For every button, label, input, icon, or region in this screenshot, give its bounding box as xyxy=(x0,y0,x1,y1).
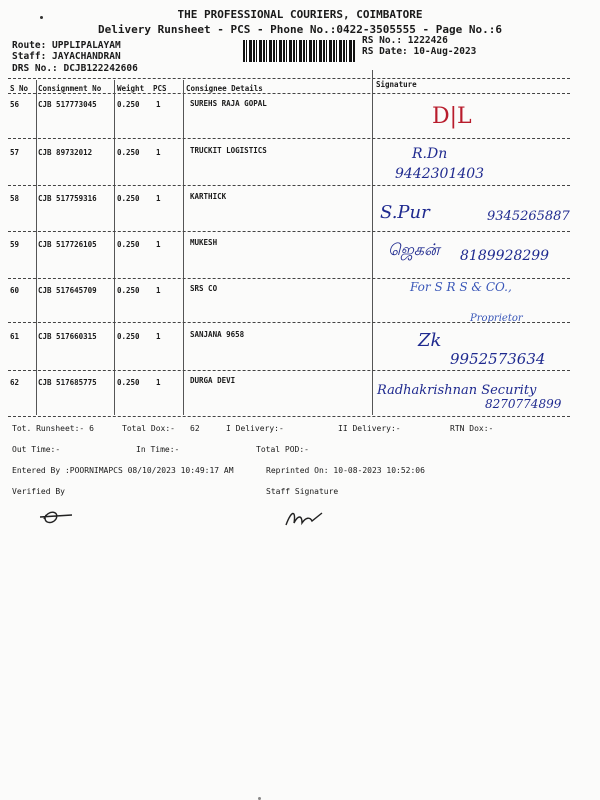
row-weight: 0.250 xyxy=(117,148,140,157)
row-sno: 61 xyxy=(10,332,20,341)
row-consignment: CJB 517759316 xyxy=(38,194,97,203)
divider xyxy=(8,322,570,323)
divider xyxy=(8,231,570,232)
ii-delivery: II Delivery:- xyxy=(338,424,401,433)
staff-signature-mark xyxy=(282,505,324,531)
row-consignment: CJB 517685775 xyxy=(38,378,97,387)
row-weight: 0.250 xyxy=(117,332,140,341)
row-weight: 0.250 xyxy=(117,240,140,249)
row-pcs: 1 xyxy=(156,194,161,203)
divider xyxy=(8,278,570,279)
row-consignee: MUKESH xyxy=(190,238,218,247)
total-runsheet: Tot. Runsheet:- 6 xyxy=(12,424,94,433)
row-consignment: CJB 89732012 xyxy=(38,148,93,157)
row-sno: 56 xyxy=(10,100,20,109)
divider xyxy=(8,185,570,186)
row-weight: 0.250 xyxy=(117,100,140,109)
rs-date: RS Date: 10-Aug-2023 xyxy=(362,46,477,57)
signature: ஜெகன் xyxy=(388,240,440,259)
row-pcs: 1 xyxy=(156,148,161,157)
row-sno: 57 xyxy=(10,148,20,157)
signature-phone: 8270774899 xyxy=(485,397,562,411)
staff-label: Staff: JAYACHANDRAN xyxy=(12,51,121,62)
scan-speck xyxy=(40,16,43,19)
row-consignee: KARTHICK xyxy=(190,192,227,201)
row-consignment: CJB 517773045 xyxy=(38,100,97,109)
signature: S.Pur xyxy=(380,202,430,223)
company-stamp: For S R S & CO., xyxy=(410,280,512,294)
proprietor-stamp: Proprietor xyxy=(470,313,523,324)
signature-phone: 8189928299 xyxy=(460,248,550,264)
col-consignment: Consignment No xyxy=(38,84,102,93)
row-weight: 0.250 xyxy=(117,194,140,203)
row-weight: 0.250 xyxy=(117,286,140,295)
route-label: Route: UPPLIPALAYAM xyxy=(12,40,121,51)
row-pcs: 1 xyxy=(156,100,161,109)
column-line xyxy=(372,70,373,415)
signature-phone: 9442301403 xyxy=(395,166,485,182)
row-sno: 59 xyxy=(10,240,20,249)
barcode xyxy=(243,40,355,62)
column-line xyxy=(183,80,184,415)
runsheet-subtitle: Delivery Runsheet - PCS - Phone No.:0422-3505555 - Page No.:6 xyxy=(98,23,502,36)
reprinted-on: Reprinted On: 10-08-2023 10:52:06 xyxy=(266,466,425,475)
total-pod: Total POD:- xyxy=(256,445,309,454)
signature: Radhakrishnan Security xyxy=(377,383,537,398)
divider xyxy=(8,370,570,371)
row-consignment: CJB 517645709 xyxy=(38,286,97,295)
row-pcs: 1 xyxy=(156,240,161,249)
row-consignment: CJB 517726105 xyxy=(38,240,97,249)
divider xyxy=(8,416,570,417)
signature: Zk xyxy=(418,330,442,351)
divider xyxy=(8,93,570,94)
row-consignee: SRS CO xyxy=(190,284,218,293)
rs-number: RS No.: 1222426 xyxy=(362,35,448,46)
signature: D|L xyxy=(432,104,472,129)
row-weight: 0.250 xyxy=(117,378,140,387)
out-time: Out Time:- xyxy=(12,445,61,454)
column-line xyxy=(36,80,37,415)
row-sno: 62 xyxy=(10,378,20,387)
row-pcs: 1 xyxy=(156,286,161,295)
row-consignment: CJB 517660315 xyxy=(38,332,97,341)
row-consignee: DURGA DEVI xyxy=(190,376,236,385)
row-sno: 58 xyxy=(10,194,20,203)
company-title: THE PROFESSIONAL COURIERS, COIMBATORE xyxy=(177,8,423,21)
col-pcs: PCS xyxy=(153,84,167,93)
entered-by: Entered By :POORNIMAPCS 08/10/2023 10:49:17 AM xyxy=(12,466,234,475)
col-consignee: Consignee Details xyxy=(186,84,263,93)
staff-signature: Staff Signature xyxy=(266,487,339,496)
signature: R.Dn xyxy=(412,146,448,162)
verifier-signature-mark xyxy=(38,505,74,529)
in-time: In Time:- xyxy=(136,445,180,454)
divider xyxy=(8,78,570,79)
col-signature: Signature xyxy=(376,80,417,89)
drs-label: DRS No.: DCJB122242606 xyxy=(12,63,138,74)
row-pcs: 1 xyxy=(156,378,161,387)
row-consignee: SANJANA 9658 xyxy=(190,330,245,339)
verified-by: Verified By xyxy=(12,487,65,496)
i-delivery: I Delivery:- xyxy=(226,424,284,433)
signature-phone: 9345265887 xyxy=(487,209,570,224)
column-line xyxy=(114,80,115,415)
row-consignee: TRUCKIT LOGISTICS xyxy=(190,146,267,155)
row-consignee: SUREHS RAJA GOPAL xyxy=(190,99,267,108)
row-sno: 60 xyxy=(10,286,20,295)
row-pcs: 1 xyxy=(156,332,161,341)
rtn-dox: RTN Dox:- xyxy=(450,424,494,433)
total-dox-label: Total Dox:- xyxy=(122,424,175,433)
divider xyxy=(8,138,570,139)
col-sno: S No xyxy=(10,84,29,93)
signature-phone: 9952573634 xyxy=(450,350,546,368)
col-weight: Weight xyxy=(117,84,145,93)
total-dox-value: 62 xyxy=(190,424,200,433)
